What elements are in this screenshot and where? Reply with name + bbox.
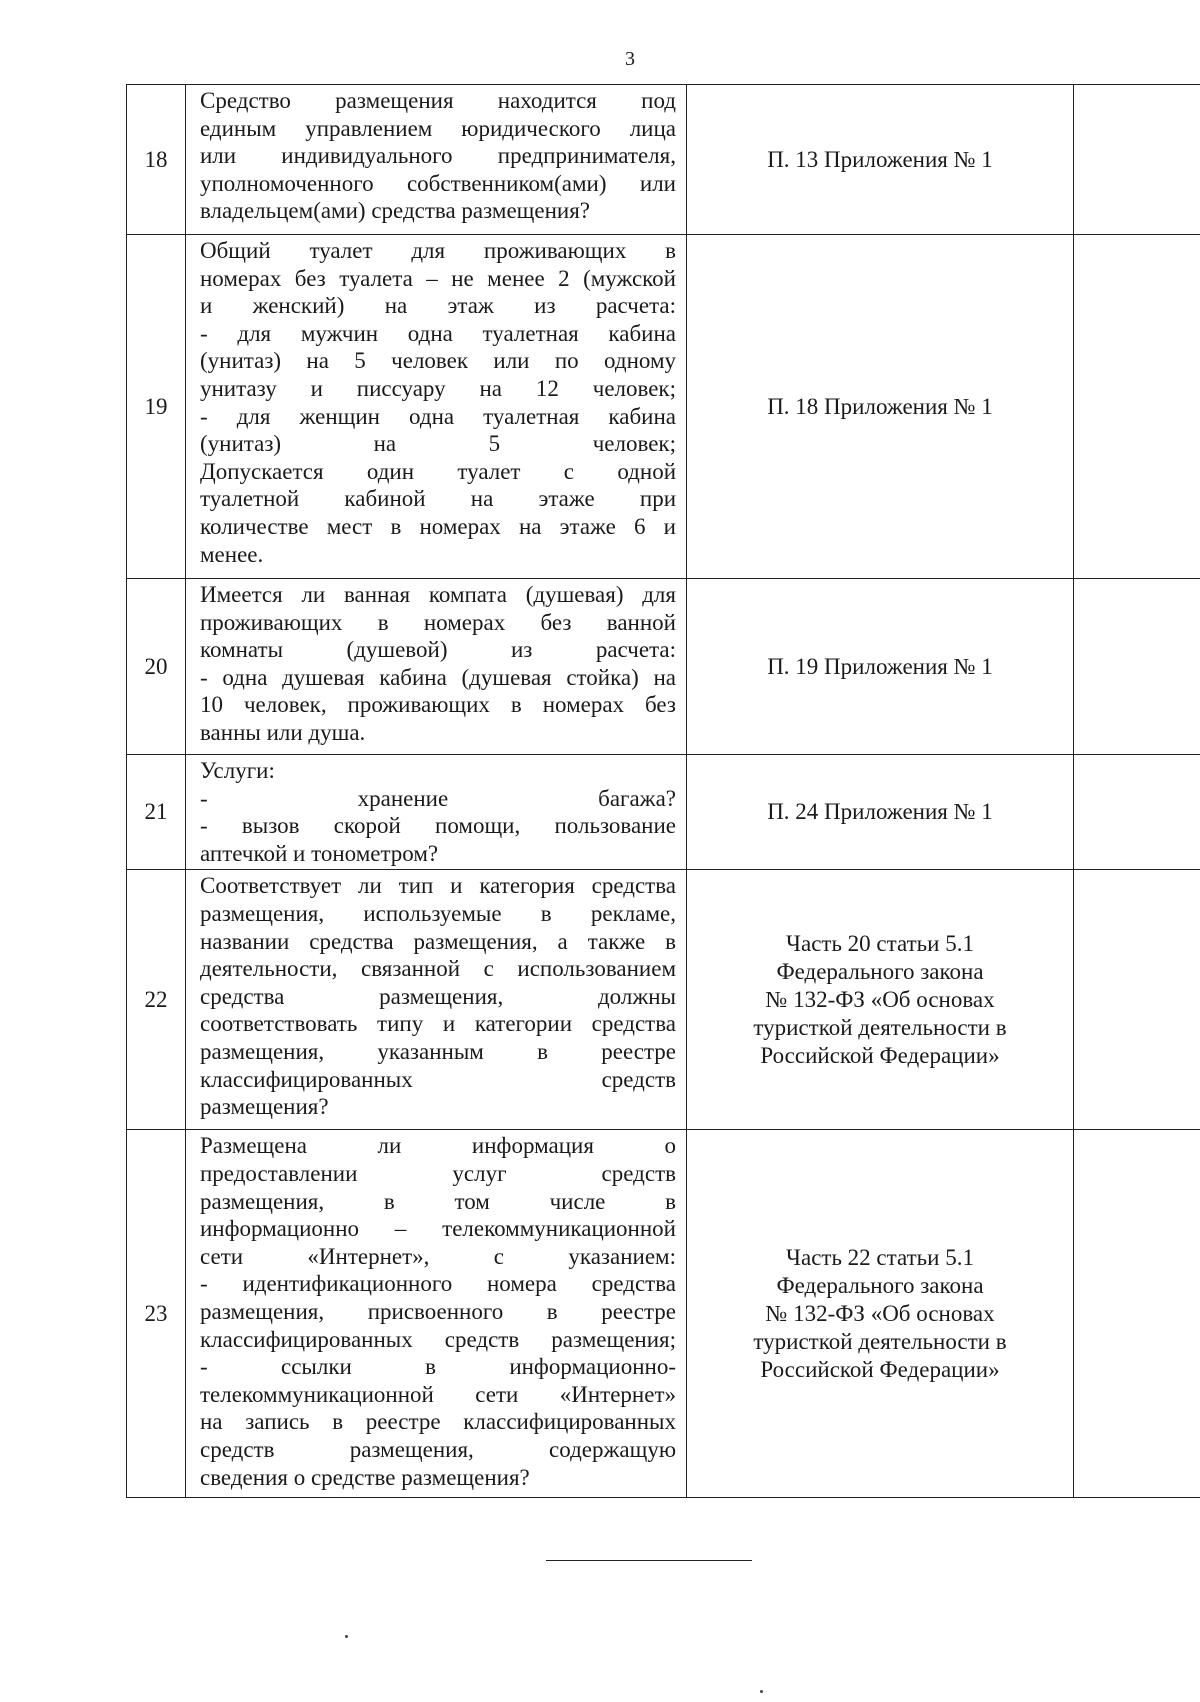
requirement-line: (унитаз) на 5 человек; <box>200 431 676 457</box>
requirement-line: размещения, используемые в рекламе, <box>200 900 676 926</box>
table-row <box>127 85 1200 235</box>
requirement-line: унитазу и писсуару на 12 человек; <box>200 375 676 401</box>
scan-speck <box>760 1690 763 1693</box>
requirement-line: размещения, указанным в реестре <box>200 1038 676 1064</box>
requirement-line: средств размещения, содержащую <box>200 1436 676 1462</box>
answer-cell[interactable] <box>1074 235 1200 579</box>
requirement-text <box>186 85 687 235</box>
table-row <box>127 235 1200 579</box>
requirement-line: Размещена ли информация о <box>200 1133 676 1159</box>
requirement-line: владельцем(ами) средства размещения? <box>200 198 590 224</box>
requirement-line: проживающих в номерах без ванной <box>200 609 676 635</box>
reference-line: № 132-ФЗ «Об основах <box>765 1300 995 1326</box>
legal-reference <box>687 870 1074 1130</box>
reference-line: Часть 22 статьи 5.1 <box>786 1244 974 1270</box>
row-number: 18 <box>127 85 186 235</box>
requirement-text <box>186 1130 687 1498</box>
requirement-line: аптечкой и тонометром? <box>200 840 439 866</box>
requirement-line: Соответствует ли тип и категория средства <box>200 873 676 899</box>
requirement-line: количестве мест в номерах на этаже 6 и <box>200 513 676 539</box>
answer-cell[interactable] <box>1074 870 1200 1130</box>
answer-cell[interactable] <box>1074 1130 1200 1498</box>
reference-line: Российской Федерации» <box>760 1042 1000 1068</box>
reference-line: П. 13 Приложения № 1 <box>767 146 993 172</box>
legal-reference <box>687 85 1074 235</box>
requirement-line: (унитаз) на 5 человек или по одному <box>200 348 676 374</box>
requirement-line: 10 человек, проживающих в номерах без <box>200 692 676 718</box>
legal-reference <box>687 755 1074 870</box>
scan-speck <box>345 1635 348 1638</box>
table-row <box>127 579 1200 755</box>
requirement-line: - ссылки в информационно- <box>200 1354 676 1380</box>
requirement-line: телекоммуникационной сети «Интернет» <box>200 1381 676 1407</box>
table-row <box>127 870 1200 1130</box>
requirement-line: Средство размещения находится под <box>200 88 676 113</box>
requirement-line: номерах без туалета – не менее 2 (мужской <box>200 265 676 291</box>
requirement-line: и женский) на этаж из расчета: <box>200 293 676 319</box>
reference-line: туристкой деятельности в <box>753 1014 1007 1040</box>
requirement-line: классифицированных средств размещения; <box>200 1326 676 1352</box>
requirement-line: средства размещения, должны <box>200 983 676 1009</box>
page-number: 3 <box>625 48 635 70</box>
reference-line: Федерального закона <box>776 1272 984 1298</box>
requirement-line: уполномоченного собственником(ами) или <box>200 170 676 196</box>
reference-line: П. 24 Приложения № 1 <box>767 799 993 825</box>
requirement-line: - одна душевая кабина (душевая стойка) на <box>200 664 676 690</box>
requirement-line: ванны или душа. <box>200 719 366 745</box>
reference-line: туристкой деятельности в <box>753 1328 1007 1354</box>
legal-reference <box>687 579 1074 755</box>
requirement-line: размещения? <box>200 1094 329 1120</box>
requirement-line: размещения, присвоенного в реестре <box>200 1298 676 1324</box>
answer-cell[interactable] <box>1074 85 1200 235</box>
requirement-line: - вызов скорой помощи, пользование <box>200 813 676 839</box>
requirement-line: Допускается один туалет с одной <box>200 458 676 484</box>
reference-line: П. 19 Приложения № 1 <box>767 653 993 679</box>
requirement-line: Общий туалет для проживающих в <box>200 238 676 263</box>
reference-line: Часть 20 статьи 5.1 <box>786 930 974 956</box>
requirement-line: комнаты (душевой) из расчета: <box>200 637 676 663</box>
row-number: 19 <box>127 235 186 579</box>
answer-cell[interactable] <box>1074 579 1200 755</box>
row-number: 22 <box>127 870 186 1130</box>
reference-line: № 132-ФЗ «Об основах <box>765 986 995 1012</box>
requirement-line: деятельности, связанной с использованием <box>200 956 676 982</box>
reference-line: Российской Федерации» <box>760 1356 1000 1382</box>
requirement-line: - идентификационного номера средства <box>200 1271 676 1297</box>
requirement-line: - для женщин одна туалетная кабина <box>200 403 676 429</box>
requirement-line: на запись в реестре классифицированных <box>200 1409 676 1435</box>
reference-line: Федерального закона <box>776 958 984 984</box>
requirement-text <box>186 870 687 1130</box>
checklist-table <box>126 84 1200 1498</box>
requirement-line: сети «Интернет», с указанием: <box>200 1243 676 1269</box>
requirement-line: единым управлением юридического лица <box>200 115 676 141</box>
requirement-line: - хранение багажа? <box>200 785 676 811</box>
requirement-text <box>186 755 687 870</box>
table-row <box>127 755 1200 870</box>
legal-reference <box>687 1130 1074 1498</box>
requirement-line: туалетной кабиной на этаже при <box>200 486 676 512</box>
requirement-line: предоставлении услуг средств <box>200 1160 676 1186</box>
table-row <box>127 1130 1200 1498</box>
table-body <box>127 85 1200 1498</box>
requirement-line: названии средства размещения, а также в <box>200 928 676 954</box>
requirement-line: классифицированных средств <box>200 1066 676 1092</box>
requirement-text <box>186 235 687 579</box>
row-number: 21 <box>127 755 186 870</box>
requirement-text <box>186 579 687 755</box>
legal-reference <box>687 235 1074 579</box>
requirement-line: сведения о средстве размещения? <box>200 1464 530 1490</box>
requirement-line: - для мужчин одна туалетная кабина <box>200 320 676 346</box>
requirement-line: Имеется ли ванная компата (душевая) для <box>200 582 676 607</box>
row-number: 23 <box>127 1130 186 1498</box>
requirement-line: менее. <box>200 541 264 567</box>
requirement-line: информационно – телекоммуникационной <box>200 1216 676 1242</box>
row-number: 20 <box>127 579 186 755</box>
answer-cell[interactable] <box>1074 755 1200 870</box>
reference-line: П. 18 Приложения № 1 <box>767 393 993 419</box>
requirement-line: соответствовать типу и категории средства <box>200 1011 676 1037</box>
requirement-line: Услуги: <box>200 758 275 783</box>
requirement-line: или индивидуального предпринимателя, <box>200 143 676 169</box>
end-of-document-rule <box>546 1560 752 1561</box>
requirement-line: размещения, в том числе в <box>200 1188 676 1214</box>
